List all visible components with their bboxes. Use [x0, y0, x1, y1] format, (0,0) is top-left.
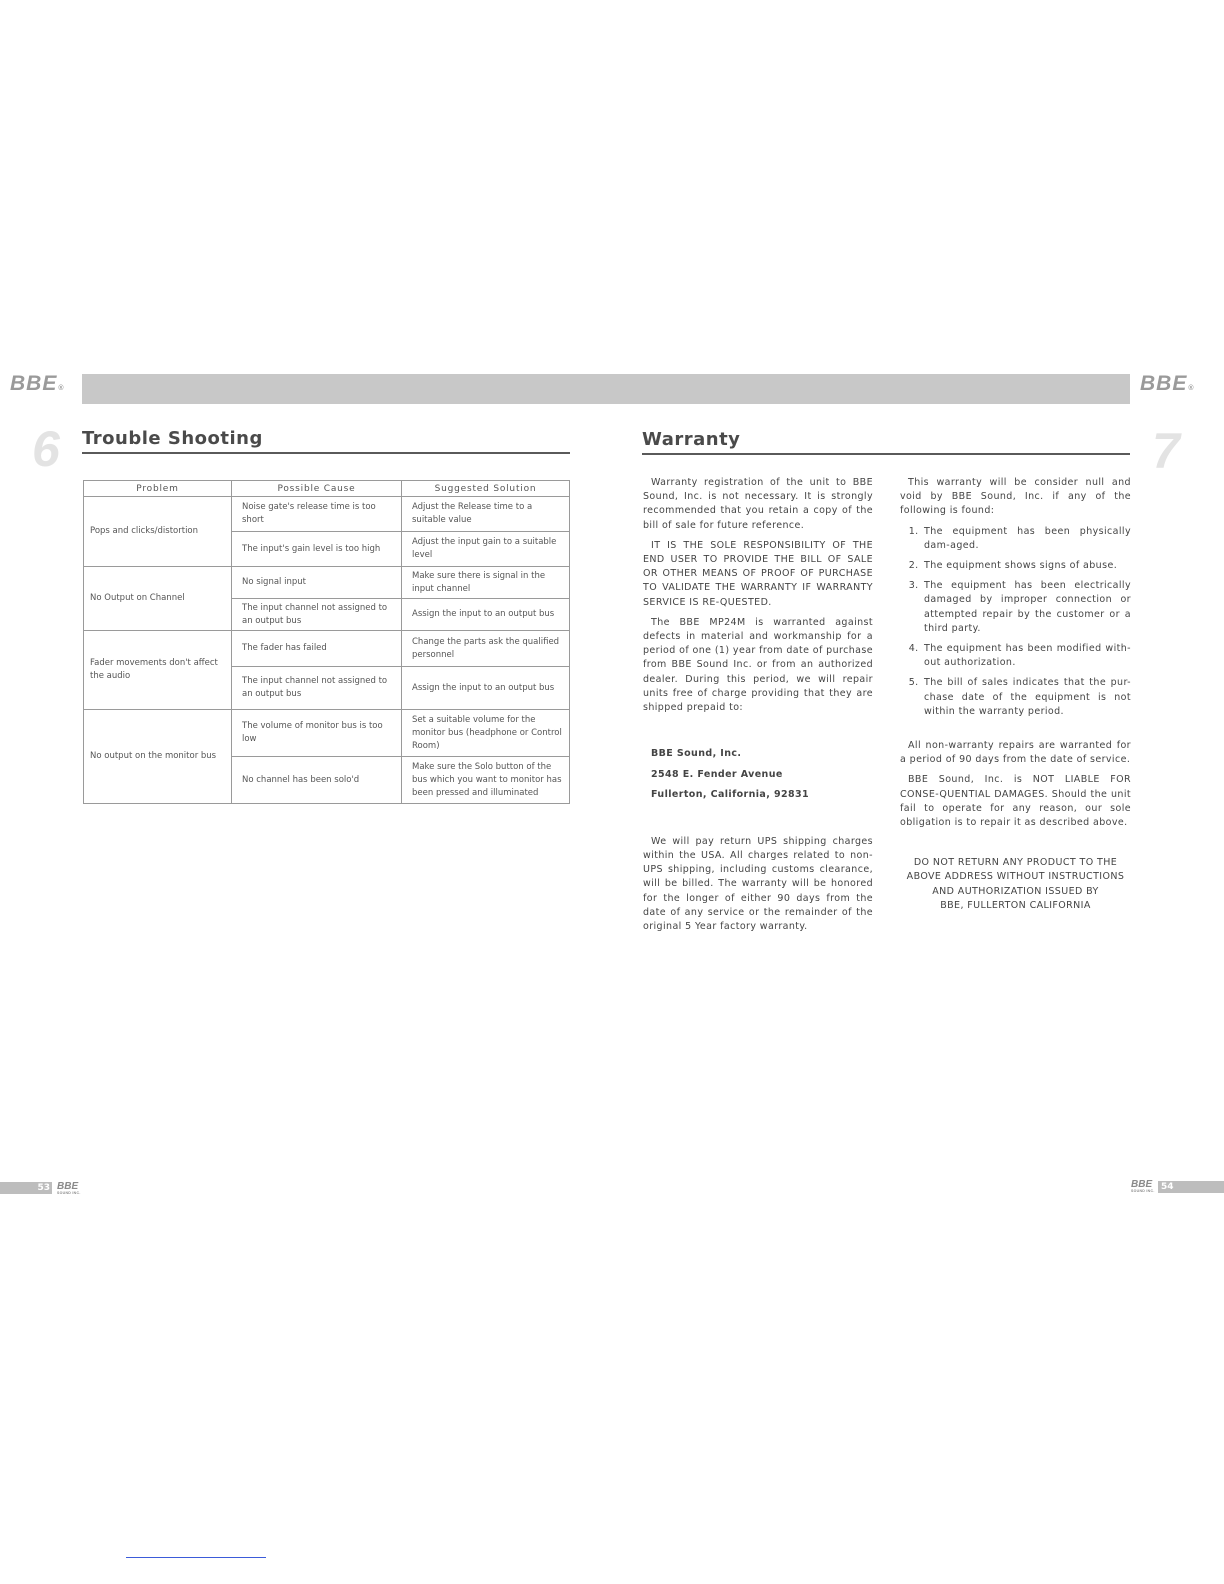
- trouble-shooting-table: [83, 480, 570, 804]
- cause-cell: Noise gate's release time is too short: [232, 497, 402, 532]
- header-bar: [82, 374, 1130, 404]
- warranty-column-2: [900, 476, 1131, 913]
- cause-cell: No channel has been solo'd: [232, 757, 402, 804]
- table-header-row: [84, 481, 570, 497]
- cause-cell: No signal input: [232, 567, 402, 599]
- address-company: BBE Sound, Inc.: [651, 748, 742, 760]
- list-item: 1. The equipment has been physically dam-aged.: [922, 525, 1131, 553]
- page-title-trouble-shooting: Trouble Shooting: [82, 428, 570, 454]
- warranty-registration-paragraph: Warranty registration of the unit to BBE Sound, Inc. is not necessary. It is strongly recommended that you retain a copy of the bill of sale for future reference.: [643, 477, 873, 531]
- table-row: [84, 497, 570, 532]
- cause-cell: The input channel not assigned to an output bus: [232, 599, 402, 631]
- cause-cell: The input's gain level is too high: [232, 532, 402, 567]
- solution-cell: Adjust the Release time to a suitable value: [402, 497, 570, 532]
- notice-line: DO NOT RETURN ANY PRODUCT TO THE: [913, 857, 1118, 869]
- warranty-column-1: [643, 476, 873, 940]
- address-street: 2548 E. Fender Avenue: [651, 768, 783, 780]
- bbe-logo-right: BBE®: [1140, 372, 1195, 395]
- page-number-left: 53: [0, 1182, 52, 1194]
- responsibility-paragraph: IT IS THE SOLE RESPONSIBILITY OF THE END USER TO PROVIDE THE BILL OF SALE OR OTHER MEANS OF PROOF OF PURCHASE TO VALIDATE THE WARRANTY IF WARRANTY SERVICE IS RE-QUESTED.: [643, 539, 873, 608]
- page-title-warranty: Warranty: [642, 429, 1130, 455]
- cause-cell: The volume of monitor bus is too low: [232, 710, 402, 757]
- solution-cell: Set a suitable volume for the monitor bus (headphone or Control Room): [402, 710, 570, 757]
- notice-line: AND AUTHORIZATION ISSUED BY: [932, 885, 1099, 897]
- problem-cell: Pops and clicks/distortion: [84, 497, 232, 567]
- solution-cell: Assign the input to an output bus: [402, 667, 570, 710]
- notice-line: ABOVE ADDRESS WITHOUT INSTRUCTIONS: [906, 871, 1125, 883]
- list-item: 5. The bill of sales indicates that the pur-chase date of the equipment is not within the warranty period.: [922, 676, 1131, 719]
- warranty-terms-paragraph: The BBE MP24M is warranted against defects in material and workmanship for a period of one (1) year from date of purchase from BBE Sound Inc. or from an authorized dealer. During this period, we will repair units free of charge providing that they are shipped prepaid to:: [643, 616, 873, 714]
- list-item: 2. The equipment shows signs of abuse.: [922, 559, 1131, 573]
- table-row: [84, 631, 570, 667]
- void-conditions-intro: This warranty will be consider null and void by BBE Sound, Inc. if any of the following is found:: [900, 477, 1131, 517]
- solution-cell: Make sure the Solo button of the bus which you want to monitor has been pressed and illuminated: [402, 757, 570, 804]
- section-number-6: 6: [32, 421, 60, 477]
- solution-cell: Change the parts ask the qualified personnel: [402, 631, 570, 667]
- footer-logo-right: BBE SOUND INC.: [1131, 1179, 1155, 1193]
- shipping-paragraph: We will pay return UPS shipping charges within the USA. All charges related to non-UPS shipping, including customs clearance, will be billed. The warranty will be honored for the longer of either 90 days from the date of any service or the remainder of the original 5 Year factory warranty.: [643, 835, 873, 932]
- link-underline: [126, 1557, 266, 1558]
- cause-cell: The fader has failed: [232, 631, 402, 667]
- solution-cell: Assign the input to an output bus: [402, 599, 570, 631]
- cause-cell: The input channel not assigned to an output bus: [232, 667, 402, 710]
- return-notice: [900, 856, 1131, 913]
- solution-cell: Make sure there is signal in the input channel: [402, 567, 570, 599]
- list-item: 3. The equipment has been electrically damaged by improper connection or attempted repair by the customer or a third party.: [922, 579, 1131, 636]
- void-conditions-list: [900, 525, 1131, 719]
- bbe-logo-left: BBE®: [10, 372, 65, 395]
- problem-cell: No Output on Channel: [84, 567, 232, 631]
- column-header: Possible Cause: [232, 481, 402, 497]
- address-city: Fullerton, California, 92831: [651, 789, 810, 801]
- problem-cell: No output on the monitor bus: [84, 710, 232, 804]
- footer-logo-left: BBE SOUND INC.: [57, 1181, 81, 1195]
- list-item: 4. The equipment has been modified with-out authorization.: [922, 642, 1131, 670]
- column-header: Problem: [84, 481, 232, 497]
- table-row: [84, 567, 570, 599]
- column-header: Suggested Solution: [402, 481, 570, 497]
- section-number-7: 7: [1152, 423, 1180, 479]
- liability-paragraph: BBE Sound, Inc. is NOT LIABLE FOR CONSE-QUENTIAL DAMAGES. Should the unit fail to operate for any reason, our sole obligation is to repair it as described above.: [900, 774, 1131, 829]
- page-number-right: 54: [1158, 1181, 1224, 1193]
- problem-cell: Fader movements don't affect the audio: [84, 631, 232, 710]
- table-row: [84, 710, 570, 757]
- non-warranty-repairs-paragraph: All non-warranty repairs are warranted for a period of 90 days from the date of service.: [900, 740, 1131, 766]
- solution-cell: Adjust the input gain to a suitable level: [402, 532, 570, 567]
- notice-line: BBE, FULLERTON CALIFORNIA: [940, 899, 1091, 911]
